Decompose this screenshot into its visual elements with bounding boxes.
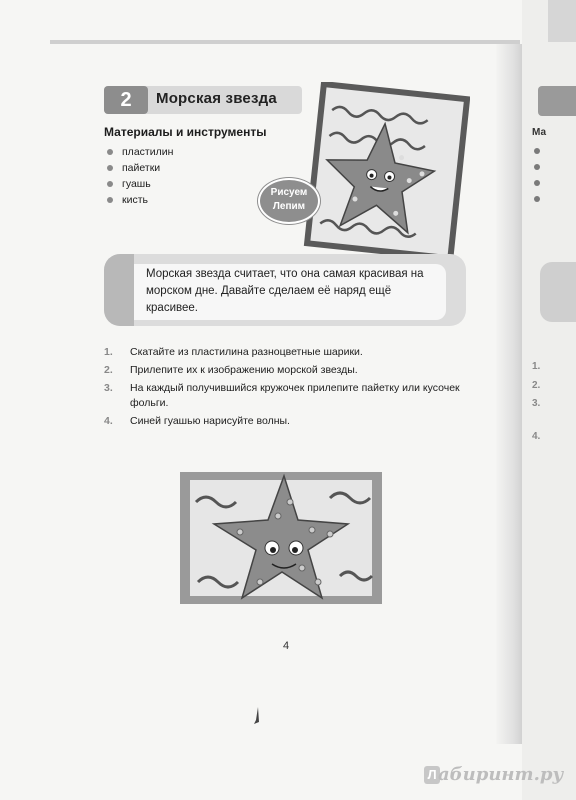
badge-line-1: Рисуем	[270, 187, 308, 198]
adjacent-page-bullet	[534, 196, 540, 202]
list-item	[104, 381, 484, 411]
step-text: Синей гуашью нарисуйте волны.	[130, 415, 290, 427]
list-item	[104, 192, 173, 208]
adjacent-page-bullet	[534, 180, 540, 186]
craft-type-badge	[258, 178, 320, 224]
finished-starfish-illustration	[180, 472, 382, 604]
lesson-header	[104, 86, 302, 114]
adjacent-page-bullet	[534, 148, 540, 154]
adjacent-page-badge	[538, 86, 576, 116]
bullet-icon	[107, 181, 113, 187]
badge-line-2: Лепим	[272, 201, 306, 212]
adjacent-step-number: 2.	[532, 380, 541, 391]
material-label: кисть	[122, 194, 148, 206]
step-text: На каждый получившийся кружочек прилепите пайетку или кусочек фольги.	[130, 382, 460, 409]
intro-panel-tab	[104, 254, 134, 326]
list-item	[104, 176, 173, 192]
step-text: Скатайте из пластилина разноцветные шарики.	[130, 346, 363, 358]
material-label: пластилин	[122, 146, 174, 158]
page-number: 4	[282, 640, 290, 652]
material-label: гуашь	[122, 178, 151, 190]
adjacent-page-heading: Ма	[532, 127, 547, 138]
scan-top-edge	[50, 40, 520, 44]
list-item	[104, 160, 173, 176]
scan-speck	[252, 706, 262, 726]
adjacent-page-top-edge	[548, 0, 576, 42]
list-item	[104, 363, 484, 378]
step-number: 1.	[104, 346, 113, 358]
step-number: 2.	[104, 364, 113, 376]
list-item	[104, 414, 484, 429]
intro-text: Морская звезда считает, что она самая красивая на морском дне. Давайте сделаем её наряд ещё красивее.	[146, 268, 424, 314]
bullet-icon	[107, 149, 113, 155]
materials-list	[104, 144, 173, 208]
lesson-title: Морская звезда	[156, 90, 277, 107]
bullet-icon	[107, 165, 113, 171]
adjacent-page-info-box	[540, 262, 576, 322]
adjacent-page	[522, 0, 576, 800]
starfish-craft-illustration	[300, 82, 470, 262]
adjacent-step-number: 3.	[532, 398, 541, 409]
step-number: 4.	[104, 415, 113, 427]
material-label: пайетки	[122, 162, 161, 174]
materials-heading: Материалы и инструменты	[104, 125, 267, 139]
adjacent-page-bullet	[534, 164, 540, 170]
list-item	[104, 345, 484, 360]
adjacent-step-number: 4.	[532, 431, 541, 442]
lesson-number-badge: 2	[104, 86, 148, 114]
step-text: Прилепите их к изображению морской звезды.	[130, 364, 358, 376]
watermark-text: абиринт.ру	[438, 764, 564, 785]
steps-list	[104, 345, 484, 432]
step-number: 3.	[104, 382, 113, 394]
watermark-logo-icon: Л	[424, 766, 440, 784]
bullet-icon	[107, 197, 113, 203]
adjacent-step-number: 1.	[532, 361, 541, 372]
list-item	[104, 144, 173, 160]
